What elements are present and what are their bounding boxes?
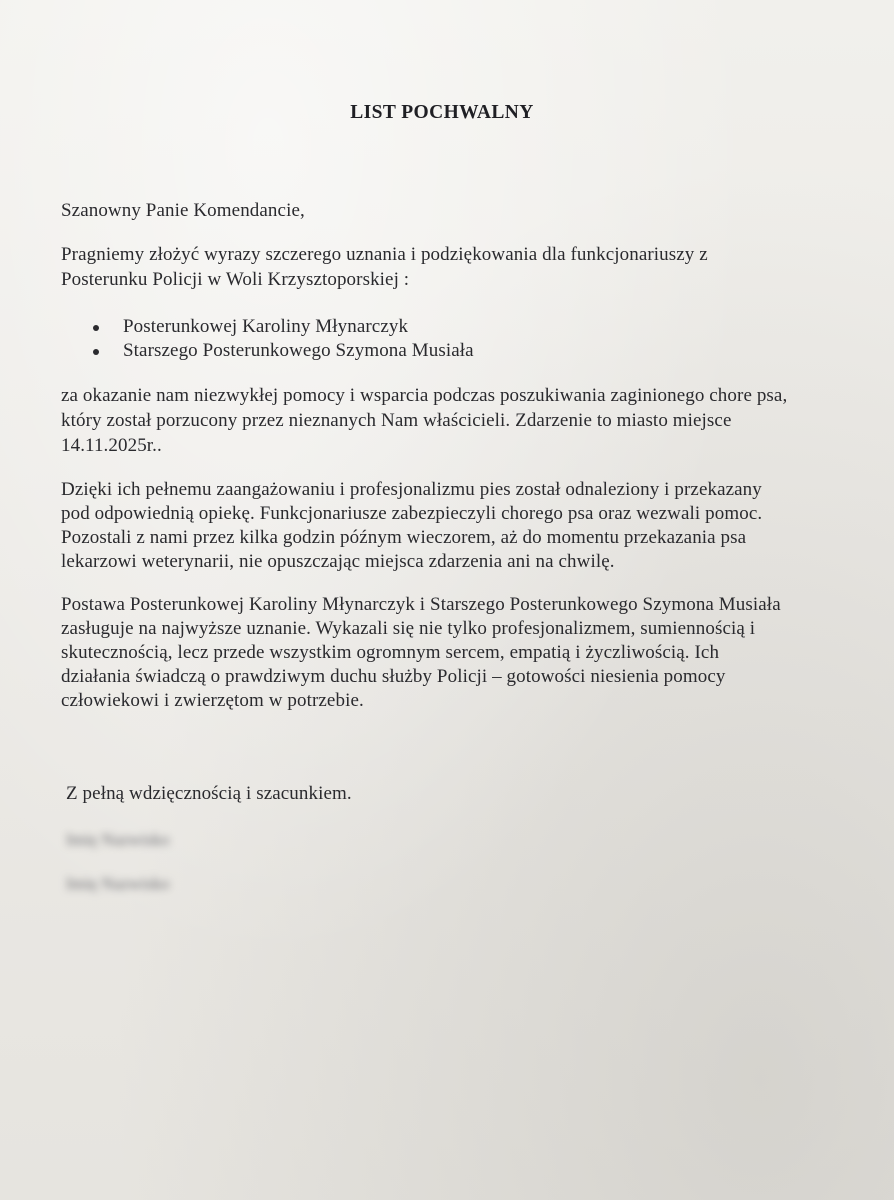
paragraph-2-line-4: lekarzowi weterynarii, nie opuszczając miejsca zdarzenia ani na chwilę. [61, 551, 615, 572]
paragraph-3-line-5: człowiekowi i zwierzętom w potrzebie. [61, 690, 364, 711]
paragraph-2-line-3: Pozostali z nami przez kilka godzin późnym wieczorem, aż do momentu przekazania psa [61, 527, 747, 548]
redacted-signature-1: Imię Nazwisko [66, 830, 170, 849]
intro-line-2: Posterunku Policji w Woli Krzysztoporskiej : [61, 269, 410, 290]
bullet-item-1: Posterunkowej Karoliny Młynarczyk [123, 316, 409, 337]
paragraph-1-line-3: 14.11.2025r.. [61, 435, 162, 456]
redacted-signature-2: Imię Nazwisko [66, 874, 170, 893]
paragraph-2-line-2: pod odpowiednią opiekę. Funkcjonariusze zabezpieczyli chorego psa oraz wezwali pomoc. [61, 503, 763, 524]
paragraph-3-line-1: Postawa Posterunkowej Karoliny Młynarczyk i Starszego Posterunkowego Szymona Musiała [61, 594, 781, 615]
paragraph-3-line-4: działania świadczą o prawdziwym duchu służby Policji – gotowości niesienia pomocy [61, 666, 726, 687]
paragraph-1-line-1: za okazanie nam niezwykłej pomocy i wsparcia podczas poszukiwania zaginionego chore psa, [61, 385, 788, 406]
bullet-item-2: Starszego Posterunkowego Szymona Musiała [123, 340, 474, 361]
letter-title: LIST POCHWALNY [350, 102, 534, 123]
bullet-icon [93, 349, 99, 355]
paragraph-1-line-2: który został porzucony przez nieznanych Nam właścicieli. Zdarzenie to miasto miejsce [61, 410, 732, 431]
paragraph-2-line-1: Dzięki ich pełnemu zaangażowaniu i profesjonalizmu pies został odnaleziony i przekazany [61, 479, 762, 500]
paragraph-3-line-2: zasługuje na najwyższe uznanie. Wykazali się nie tylko profesjonalizmem, sumiennością i [61, 618, 756, 639]
bullet-icon [93, 325, 99, 331]
salutation: Szanowny Panie Komendancie, [61, 200, 305, 221]
intro-line-1: Pragniemy złożyć wyrazy szczerego uznania i podziękowania dla funkcjonariuszy z [61, 244, 708, 265]
closing-line: Z pełną wdzięcznością i szacunkiem. [66, 783, 352, 804]
paragraph-3-line-3: skutecznością, lecz przede wszystkim ogromnym sercem, empatią i życzliwością. Ich [61, 642, 720, 663]
